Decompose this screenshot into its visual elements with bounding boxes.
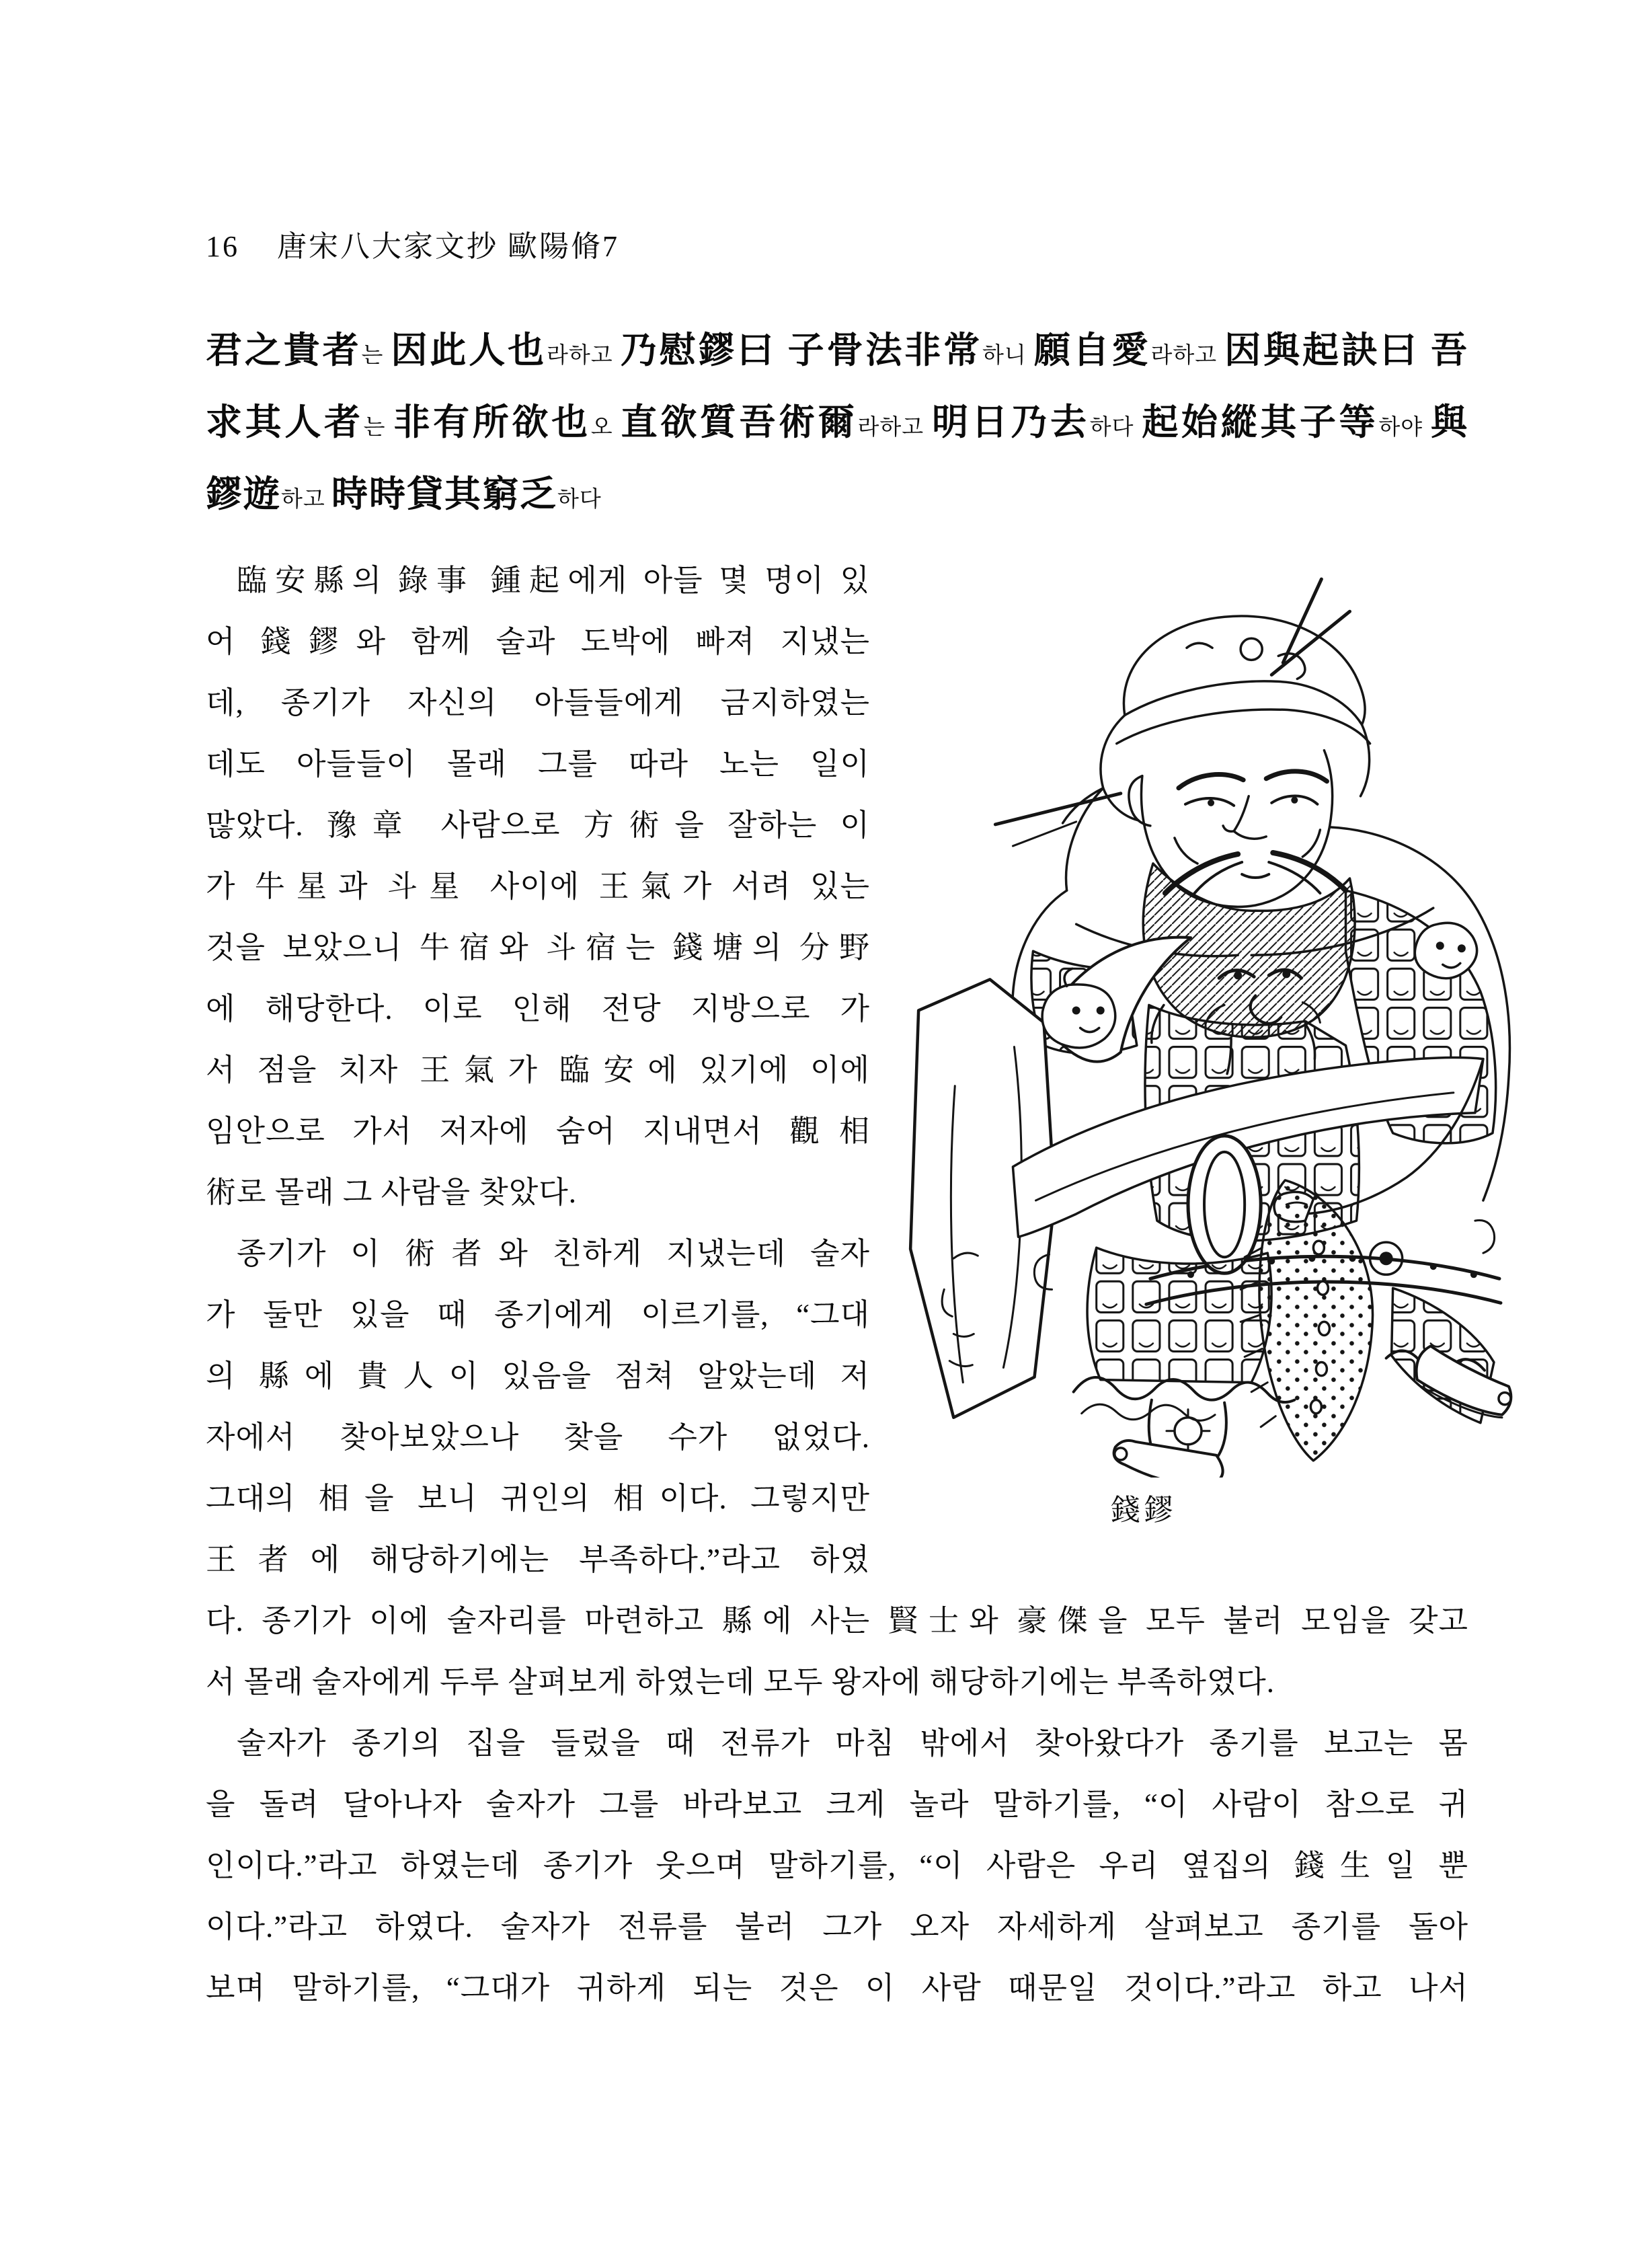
body-line: 자에서 찾아보았으나 찾을 수가 없었다. — [206, 1420, 870, 1454]
body-text-column — [206, 550, 870, 1591]
body-line: 종기가 이 術者와 친하게 지냈는데 술자 — [237, 1237, 870, 1270]
body-line: 인이다.”라고 하였는데 종기가 웃으며 말하기를, “이 사람은 우리 옆집의 錢生일 뿐 — [206, 1849, 1468, 1882]
body-line: 術로 몰래 그 사람을 찾았다. — [206, 1176, 577, 1209]
classical-quote-paragraph — [206, 315, 1468, 531]
figure-caption: 錢鏐 — [1111, 1494, 1177, 1527]
hanmun-line: 求其人者는 非有所欲也오 直欲質吾術爾라하고 明日乃去하다 起始縱其子等하야 與 — [206, 402, 1469, 443]
running-header — [206, 222, 619, 265]
body-line: 데도 아들들이 몰래 그를 따라 노는 일이 — [206, 747, 870, 781]
illustration-figure — [874, 573, 1514, 1529]
body-line: 을 돌려 달아나자 술자가 그를 바라보고 크게 놀라 말하기를, “이 사람이 참으로 귀 — [206, 1788, 1468, 1821]
body-line: 임안으로 가서 저자에 숨어 지내면서 觀相 — [206, 1114, 870, 1148]
body-line: 가 牛星과 斗星 사이에 王氣가 서려 있는 — [206, 870, 870, 903]
body-line: 의 縣에 貴人이 있음을 점쳐 알았는데 저 — [206, 1359, 870, 1393]
body-line: 가 둘만 있을 때 종기에게 이르기를, “그대 — [206, 1298, 870, 1332]
body-line: 서 몰래 술자에게 두루 살펴보게 하였는데 모두 왕자에 해당하기에는 부족하였다. — [206, 1665, 1275, 1699]
body-line: 臨安縣의 錄事 鍾起에게 아들 몇 명이 있 — [237, 564, 870, 597]
body-text-fullwidth — [206, 1591, 1468, 2019]
body-line: 데, 종기가 자신의 아들들에게 금지하였는 — [206, 686, 870, 720]
body-line: 이다.”라고 하였다. 술자가 전류를 불러 그가 오자 자세하게 살펴보고 종기를 돌아 — [206, 1910, 1468, 1944]
body-line: 다. 종기가 이에 술자리를 마련하고 縣에 사는 賢士와 豪傑을 모두 불러 모임을 갖고 — [206, 1604, 1468, 1638]
body-line: 서 점을 치자 王氣가 臨安에 있기에 이에 — [206, 1053, 870, 1087]
qianliu-woodcut-illustration — [874, 573, 1514, 1478]
body-line: 것을 보았으니 牛宿와 斗宿는 錢塘의 分野 — [206, 931, 870, 964]
body-line: 술자가 종기의 집을 들렀을 때 전류가 마침 밖에서 찾아왔다가 종기를 보고는 몸 — [237, 1726, 1468, 1760]
body-line: 보며 말하기를, “그대가 귀하게 되는 것은 이 사람 때문일 것이다.”라고 하고 나서 — [206, 1971, 1468, 2005]
body-line: 그대의 相을 보니 귀인의 相이다. 그렇지만 — [206, 1482, 870, 1515]
body-line: 어 錢鏐와 함께 술과 도박에 빠져 지냈는 — [206, 625, 870, 658]
page-number: 16 — [206, 230, 239, 263]
body-line: 王者에 해당하기에는 부족하다.”라고 하였 — [206, 1543, 870, 1576]
hanmun-line: 君之貴者는 因此人也라하고 乃慰鏐曰 子骨法非常하니 願自愛라하고 因與起訣曰 吾 — [206, 330, 1469, 371]
body-line: 많았다. 豫章 사람으로 方術을 잘하는 이 — [206, 808, 870, 842]
hanmun-line: 鏐遊하고 時時貸其窮乏하다 — [206, 474, 602, 514]
book-title: 唐宋八大家文抄 歐陽脩7 — [277, 230, 619, 263]
body-line: 에 해당한다. 이로 인해 전당 지방으로 가 — [206, 992, 870, 1026]
